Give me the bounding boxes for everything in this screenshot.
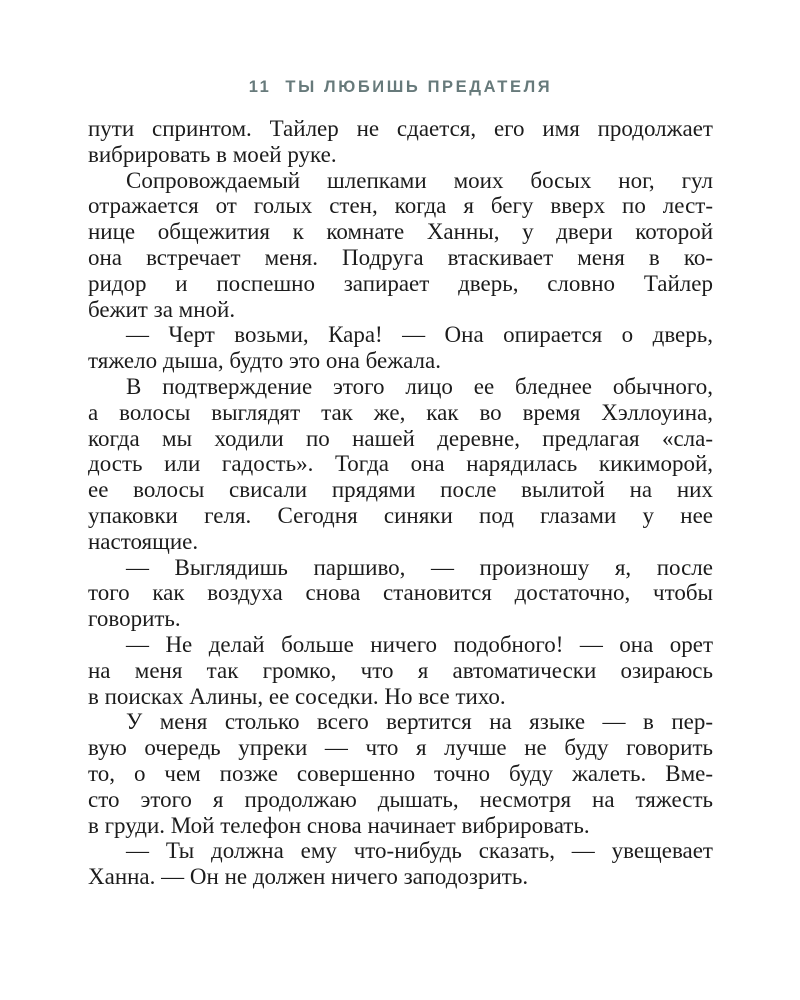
text-line: а волосы выглядят так же, как во время Хэллоуина,: [88, 399, 713, 425]
chapter-title: ТЫ ЛЮБИШЬ ПРЕДАТЕЛЯ: [285, 78, 553, 96]
text-line: отражается от голых стен, когда я бегу вверх по лест-: [88, 193, 713, 219]
text-line: вибрировать в моей руке.: [88, 141, 337, 167]
text-line: дость или гадость». Тогда она нарядилась кикиморой,: [88, 451, 713, 477]
text-line: настоящие.: [88, 528, 199, 554]
text-line: — Черт возьми, Кара! — Она опирается о дверь,: [126, 322, 713, 348]
text-line: того как воздуха снова становится достаточно, чтобы: [88, 580, 713, 606]
text-line: — Выглядишь паршиво, — произношу я, после: [126, 554, 713, 580]
text-line: в груди. Мой телефон снова начинает вибрировать.: [88, 812, 590, 838]
text-line: в поисках Алины, ее соседки. Но все тихо.: [88, 683, 506, 709]
page-header: [88, 77, 713, 97]
text-line: В подтверждение этого лицо ее бледнее обычного,: [126, 373, 713, 399]
text-line: — Не делай больше ничего подобного! — она орет: [126, 631, 713, 657]
text-line: на меня так громко, что я автоматически озираюсь: [88, 657, 713, 683]
text-line: бежит за мной.: [88, 296, 236, 322]
text-line: вую очередь упреки — что я лучше не буду говорить: [88, 735, 713, 761]
text-line: Сопровождаемый шлепками моих босых ног, гул: [126, 167, 713, 193]
chapter-number: 11: [248, 78, 272, 96]
text-line: тяжело дыша, будто это она бежала.: [88, 348, 441, 374]
body-text: [88, 116, 713, 890]
text-line: — Ты должна ему что-нибудь сказать, — увещевает: [126, 838, 713, 864]
text-line: говорить.: [88, 606, 181, 632]
text-line: ридор и поспешно запирает дверь, словно Тайлер: [88, 270, 713, 296]
text-line: упаковки геля. Сегодня синяки под глазами у нее: [88, 502, 713, 528]
text-line: ее волосы свисали прядями после вылитой на них: [88, 477, 713, 503]
text-line: она встречает меня. Подруга втаскивает меня в ко-: [88, 244, 713, 270]
text-line: пути спринтом. Тайлер не сдается, его имя продолжает: [88, 116, 713, 141]
text-line: У меня столько всего вертится на языке — в пер-: [126, 709, 713, 735]
text-line: то, о чем позже совершенно точно буду жалеть. Вме-: [88, 760, 713, 786]
text-line: когда мы ходили по нашей деревне, предлагая «сла-: [88, 425, 713, 451]
text-line: нице общежития к комнате Ханны, у двери которой: [88, 219, 713, 245]
text-line: сто этого я продолжаю дышать, несмотря на тяжесть: [88, 786, 713, 812]
text-line: Ханна. — Он не должен ничего заподозрить.: [88, 864, 529, 890]
